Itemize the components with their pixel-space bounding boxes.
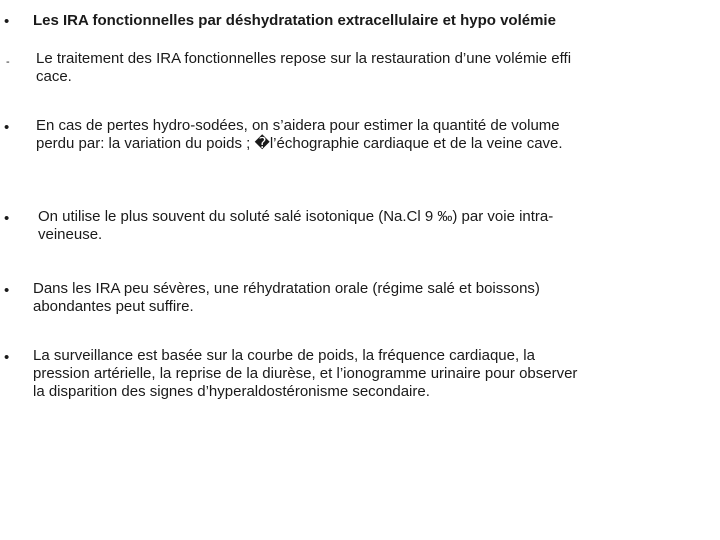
list-item-marker-2: • xyxy=(4,119,10,136)
list-item-marker-5: • xyxy=(4,349,10,366)
slide-title: Les IRA fonctionnelles par déshydratation extracellulaire et hypo volémie xyxy=(33,12,556,29)
list-item-text-3: On utilise le plus souvent du soluté salé isotonique (Na.Cl 9 ‰) par voie intra- veineuse. xyxy=(38,208,554,243)
title-bullet: • xyxy=(4,13,10,30)
list-item-text-4: Dans les IRA peu sévères, une réhydratation orale (régime salé et boissons) abondantes peut suffire. xyxy=(33,280,540,315)
list-item-marker-3: • xyxy=(4,210,10,227)
list-item-text-5: La surveillance est basée sur la courbe de poids, la fréquence cardiaque, la pression artérielle, la reprise de la diurèse, et l’ionogramme urinaire pour observer la disparition des signes d’hyperaldostéronisme secondaire. xyxy=(33,347,578,400)
list-item-text-2: En cas de pertes hydro-sodées, on s’aidera pour estimer la quantité de volume perdu par: la variation du poids ; �l’échographie cardiaque et de la veine cave. xyxy=(36,117,563,152)
list-item-marker-1: - xyxy=(6,56,10,68)
list-item-marker-4: • xyxy=(4,282,10,299)
list-item-text-1: Le traitement des IRA fonctionnelles repose sur la restauration d’une volémie effi cace. xyxy=(36,50,572,85)
